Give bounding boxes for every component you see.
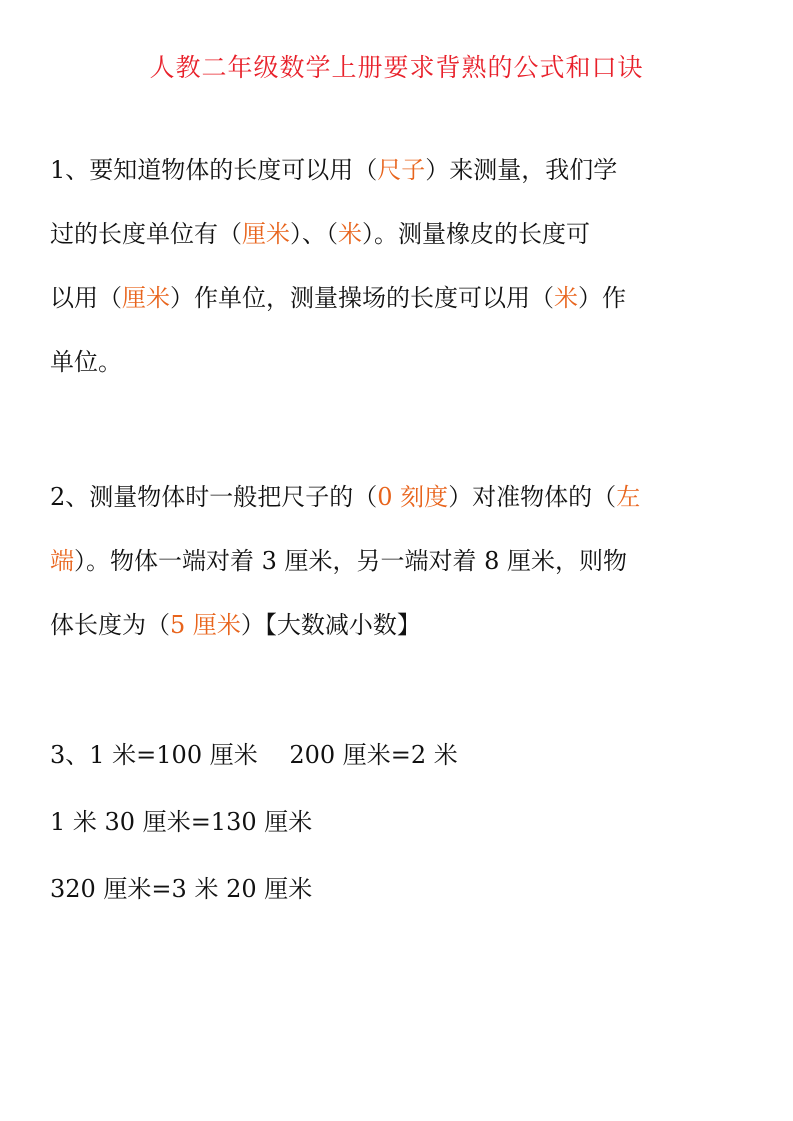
answer-highlight: 厘米 <box>242 220 290 248</box>
text-segment: ）。测量橡皮的长度可 <box>362 220 590 248</box>
text-segment: ）对准物体的（ <box>448 483 617 511</box>
section-2-line-1 <box>50 465 750 529</box>
answer-highlight: 厘米 <box>122 284 170 312</box>
section-3-line-3: 320 厘米=3 米 20 厘米 <box>50 875 313 903</box>
section-3 <box>50 722 750 923</box>
section-1 <box>50 138 750 394</box>
answer-highlight: 尺子 <box>377 156 426 184</box>
text-segment: ）、（ <box>290 220 338 248</box>
answer-highlight: 米 <box>338 220 362 248</box>
page-title: 人教二年级数学上册要求背熟的公式和口诀 <box>149 53 644 82</box>
answer-highlight: 米 <box>554 284 578 312</box>
text-segment: 以用（ <box>50 284 122 312</box>
section-1-line-4 <box>50 330 750 394</box>
answer-highlight: 左 <box>616 483 641 511</box>
text-segment: ）作 <box>578 284 626 312</box>
section-2 <box>50 465 750 657</box>
text-segment: ）【大数减小数】 <box>240 611 421 639</box>
text-segment: 过的长度单位有（ <box>50 220 242 248</box>
section-1-line-1 <box>50 138 750 202</box>
section-2-line-2 <box>50 529 750 593</box>
section-1-line-2 <box>50 202 750 266</box>
section-3-line-2: 1 米 30 厘米=130 厘米 <box>50 808 313 836</box>
section-3-line-1: 3、1 米=100 厘米 200 厘米=2 米 <box>50 741 458 769</box>
text-segment: 单位。 <box>50 348 122 376</box>
text-segment: ）来测量，我们学 <box>425 156 618 184</box>
answer-highlight: 0 刻度 <box>377 483 449 511</box>
text-segment: 2、测量物体时一般把尺子的（ <box>50 483 378 511</box>
text-segment: 1、要知道物体的长度可以用（ <box>50 156 378 184</box>
answer-highlight: 端 <box>50 547 74 575</box>
text-segment: ）。物体一端对着 3 厘米，另一端对着 8 厘米，则物 <box>74 547 628 575</box>
text-segment: ）作单位，测量操场的长度可以用（ <box>170 284 554 312</box>
section-2-line-3 <box>50 593 750 657</box>
section-1-line-3 <box>50 266 750 330</box>
answer-highlight: 5 厘米 <box>170 611 241 639</box>
text-segment: 体长度为（ <box>50 611 170 639</box>
